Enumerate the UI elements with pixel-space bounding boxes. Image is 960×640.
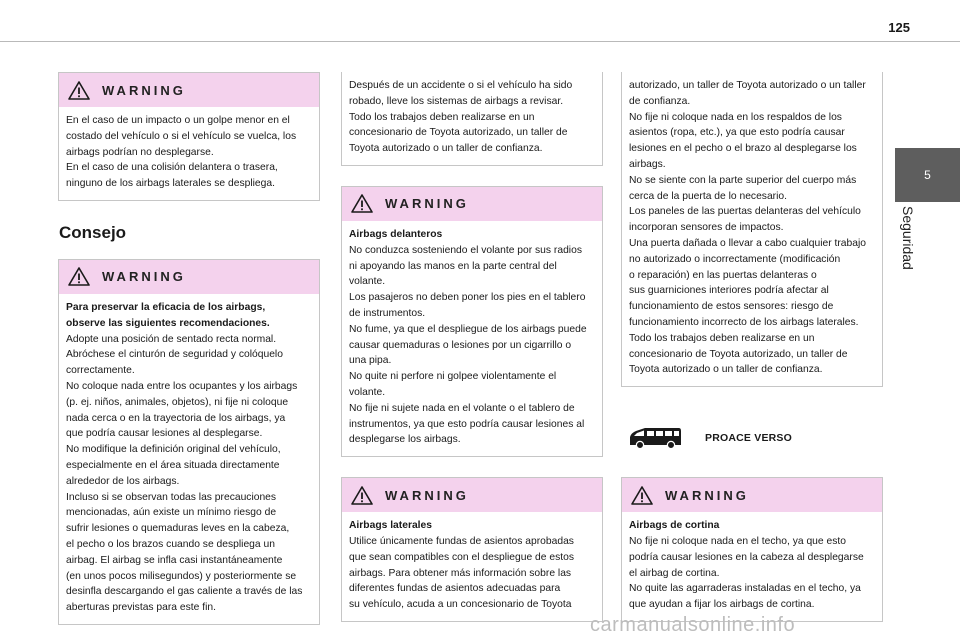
section-heading: Consejo [59, 222, 127, 242]
vehicle-label: PROACE VERSO [705, 432, 792, 445]
text-line: alrededor de los airbags. [66, 475, 180, 487]
text-line: autorizado, un taller de Toyota autorizado o un taller [629, 80, 866, 91]
text-line: especialmente en el área situada directamente [66, 459, 280, 471]
warning-box-continued [341, 72, 603, 166]
section-label: Seguridad [900, 206, 916, 270]
text-line: que sean compatibles con el despliegue de estos [349, 551, 574, 563]
column-2 [341, 72, 603, 622]
section-tab[interactable]: 5 [895, 148, 960, 202]
spacer [341, 457, 603, 477]
text-line: su vehículo, acuda a un concesionario de Toyota [349, 599, 572, 611]
text-line: robado, lleve los sistemas de airbags a revisar. [349, 95, 564, 107]
warning-triangle-icon [68, 267, 90, 286]
text-line: o reparación) en las puertas delanteras o [629, 269, 817, 281]
column-1 [58, 72, 320, 625]
text-line: correctamente. [66, 365, 135, 377]
text-line: Adopte una posición de sentado recta normal. [66, 333, 277, 345]
warning-title: WARNING [385, 487, 469, 503]
text-line: diferentes fundas de asientos adecuadas para [349, 583, 561, 595]
page-number: 125 [888, 20, 910, 35]
bold-line: Airbags de cortina [629, 520, 720, 532]
text-line: Los pasajeros no deben poner los pies en el tablero [349, 292, 586, 304]
text-line: concesionario de Toyota autorizado, un taller de [629, 348, 848, 360]
text-line: causar quemaduras o lesiones por un cigarrillo o [349, 339, 572, 351]
spacer [341, 166, 603, 186]
warning-box-front-airbags [341, 186, 603, 457]
text-line: airbags podrían no desplegarse. [66, 146, 214, 158]
warning-triangle-icon [351, 194, 373, 213]
text-line: de confianza. [629, 95, 691, 107]
text-line: ni apoyando las manos en la parte central del [349, 260, 557, 272]
text-line: airbag. El airbag se infla casi instantáneamente [66, 554, 283, 566]
text-line: cerca de la puerta de lo necesario. [629, 190, 787, 202]
warning-body [342, 512, 602, 621]
text-line: que ayudan a fijar los airbags de cortina. [629, 599, 815, 611]
text-line: (en unos pocos milisegundos) y posteriormente se [66, 570, 297, 582]
warning-header [342, 478, 602, 512]
warning-box-impact [58, 72, 320, 201]
warning-header [622, 478, 882, 512]
warning-title: WARNING [385, 196, 469, 212]
text-line: airbags. [629, 158, 666, 170]
text-line: aberturas previstas para este fin. [66, 602, 216, 614]
text-line: de instrumentos. [349, 307, 426, 319]
warning-triangle-icon [68, 81, 90, 100]
text-line: mencionadas, aún existe un mínimo riesgo de [66, 507, 277, 519]
top-rule [0, 41, 960, 42]
text-line: funcionamiento incorrecto de los airbags laterales. [629, 316, 859, 328]
watermark: carmanualsonline.info [590, 614, 796, 636]
text-line: sufrir lesiones o quemaduras leves en la cabeza, [66, 523, 290, 535]
warning-header [342, 187, 602, 221]
text-line: asientos (ropa, etc.), ya que esto podría causar [629, 127, 845, 139]
text-line: Abróchese el cinturón de seguridad y colóquelo [66, 349, 283, 361]
text-line: desplegarse los airbags. [349, 434, 461, 446]
warning-title: WARNING [102, 269, 186, 285]
vehicle-label-row [627, 421, 883, 455]
warning-body [59, 107, 319, 200]
warning-box-consejo [58, 259, 320, 625]
text-line: Utilice únicamente fundas de asientos aprobadas [349, 535, 574, 547]
text-line: volante. [349, 276, 386, 288]
bold-line: Para preservar la eficacia de los airbags, [66, 301, 266, 313]
text-line: No modifique la definición original del vehículo, [66, 444, 281, 456]
text-line: podría causar lesiones en la cabeza al desplegarse [629, 551, 864, 563]
text-line: desinfla descargando el gas caliente a través de las [66, 586, 303, 598]
warning-body [342, 72, 602, 165]
text-line: airbags. Para obtener más información sobre las [349, 567, 572, 579]
text-line: No conduzca sosteniendo el volante por sus radios [349, 244, 582, 256]
text-line: (p. ej. niños, animales, objetos), ni fije ni coloque [66, 396, 289, 408]
warning-header [59, 73, 319, 107]
text-line: No fije ni coloque nada en los respaldos de los [629, 111, 842, 123]
text-line: Una puerta dañada o llevar a cabo cualquier trabajo [629, 237, 866, 249]
text-line: Todo los trabajos deben realizarse en un [349, 111, 535, 123]
column-3 [621, 72, 883, 622]
text-line: sus guarniciones interiores podría afectar al [629, 285, 829, 297]
text-line: No quite ni perfore ni golpee violentamente el [349, 371, 557, 383]
text-line: Toyota autorizado o un taller de confianza. [349, 143, 543, 155]
text-line: ninguno de los airbags laterales se despliega. [66, 178, 275, 190]
warning-box-curtain-airbags [621, 477, 883, 622]
warning-body [342, 221, 602, 456]
text-line: Incluso si se observan todas las precauciones [66, 491, 277, 503]
text-line: No se siente con la parte superior del cuerpo más [629, 174, 857, 186]
text-line: no autorizado o incorrectamente (modificación [629, 253, 841, 265]
bold-line: observe las siguientes recomendaciones. [66, 317, 270, 329]
warning-triangle-icon [631, 486, 653, 505]
text-line: No fije ni sujete nada en el volante o el tablero de [349, 402, 575, 414]
warning-header [59, 260, 319, 294]
text-line: concesionario de Toyota autorizado, un taller de [349, 127, 568, 139]
text-line: No fije ni coloque nada en el techo, ya que esto [629, 535, 846, 547]
warning-body [622, 72, 882, 386]
text-line: No coloque nada entre los ocupantes y los airbags [66, 380, 298, 392]
text-line: el airbag de cortina. [629, 567, 720, 579]
text-line: costado del vehículo o si el vehículo se vuelca, los [66, 130, 297, 142]
warning-body [59, 294, 319, 624]
text-line: En el caso de una colisión delantera o trasera, [66, 162, 278, 174]
text-line: el pecho o los brazos cuando se despliega un [66, 538, 275, 550]
text-line: No quite las agarraderas instaladas en el techo, ya [629, 583, 861, 595]
text-line: funcionamiento de estos sensores: riesgo de [629, 301, 834, 313]
warning-triangle-icon [351, 486, 373, 505]
warning-box-continued [621, 72, 883, 387]
text-line: que podría causar lesiones al desplegarse. [66, 428, 263, 440]
text-line: Después de un accidente o si el vehículo ha sido [349, 80, 573, 91]
warning-box-side-airbags [341, 477, 603, 622]
warning-title: WARNING [665, 487, 749, 503]
text-line: nada cerca o en la trayectoria de los airbags, ya [66, 412, 286, 424]
text-line: En el caso de un impacto o un golpe menor en el [66, 115, 290, 126]
bold-line: Airbags delanteros [349, 228, 443, 240]
text-line: instrumentos, ya que esto podría causar lesiones al [349, 418, 585, 430]
text-line: lesiones en el pecho o el brazo al desplegarse los [629, 143, 857, 155]
text-line: Toyota autorizado o un taller de confianza. [629, 364, 823, 376]
text-line: volante. [349, 386, 386, 398]
section-label-wrap [900, 206, 920, 286]
text-line: No fume, ya que el despliegue de los airbags puede [349, 323, 587, 335]
bold-line: Airbags laterales [349, 520, 432, 532]
text-line: una pipa. [349, 355, 392, 367]
warning-title: WARNING [102, 82, 186, 98]
warning-body [622, 512, 882, 621]
text-line: Todo los trabajos deben realizarse en un [629, 332, 815, 344]
text-line: Los paneles de las puertas delanteras del vehículo [629, 206, 861, 218]
van-icon [627, 426, 683, 450]
text-line: incorporan sensores de impactos. [629, 222, 784, 234]
